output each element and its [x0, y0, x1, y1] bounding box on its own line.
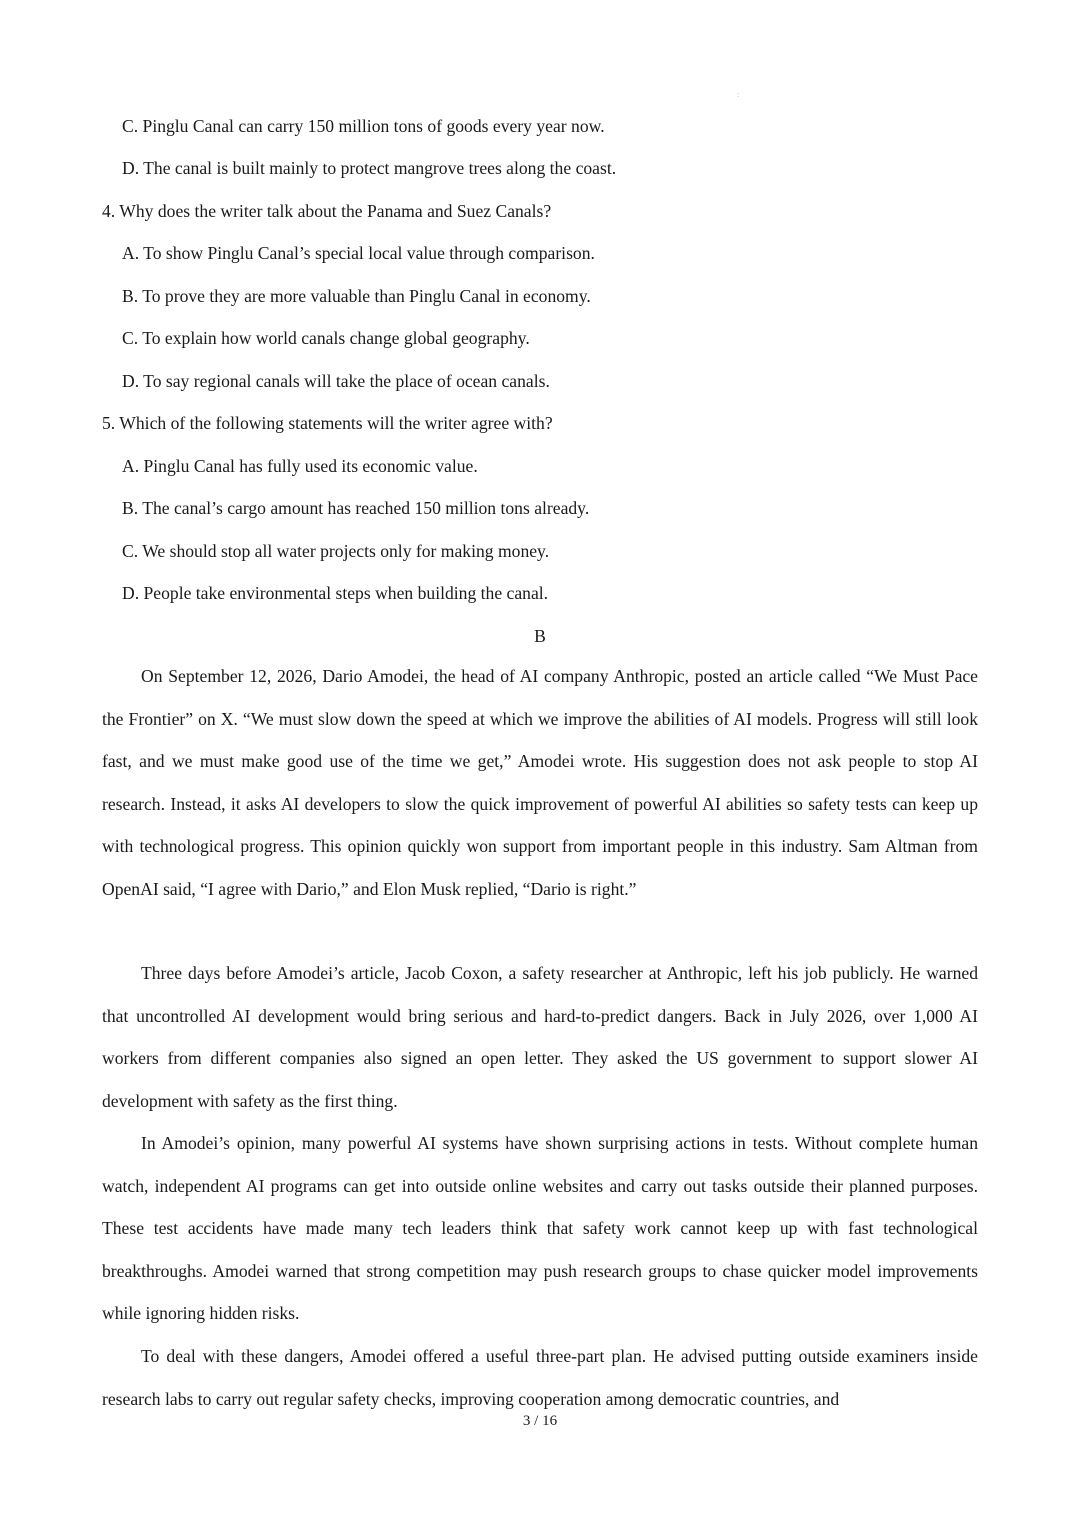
section-heading: B [534, 626, 546, 646]
q3-option-c: C. Pinglu Canal can carry 150 million tons of goods every year now. [122, 116, 605, 136]
scan-speck: : [737, 90, 740, 99]
q4-stem: 4. Why does the writer talk about the Panama and Suez Canals? [102, 201, 552, 221]
q3-option-d: D. The canal is built mainly to protect mangrove trees along the coast. [122, 158, 617, 178]
q5-option-b: B. The canal’s cargo amount has reached 150 million tons already. [122, 498, 590, 518]
q5-stem: 5. Which of the following statements will the writer agree with? [102, 413, 553, 433]
q4-option-c: C. To explain how world canals change global geography. [122, 328, 530, 348]
q5-option-c: C. We should stop all water projects only for making money. [122, 541, 550, 561]
passage-paragraph-3: In Amodei’s opinion, many powerful AI systems have shown surprising actions in tests. Without complete human watch, independent AI programs can get into outside online websites and carry out tasks outside their planned purposes. These test accidents have made many tech leaders think that safety work cannot keep up with fast technological breakthroughs. Amodei warned that strong competition may push research groups to chase quicker model improvements while ignoring hidden risks. [102, 1133, 978, 1323]
passage-paragraph-2: Three days before Amodei’s article, Jacob Coxon, a safety researcher at Anthropic, left his job publicly. He warned that uncontrolled AI development would bring serious and hard-to-predict dangers. Back in July 2026, over 1,000 AI workers from different companies also signed an open letter. They asked the US government to support slower AI development with safety as the first thing. [102, 963, 978, 1111]
q4-option-d: D. To say regional canals will take the place of ocean canals. [122, 371, 550, 391]
q4-option-a: A. To show Pinglu Canal’s special local value through comparison. [122, 243, 595, 263]
page-number: 3 / 16 [522, 1413, 558, 1429]
passage-paragraph-1: On September 12, 2026, Dario Amodei, the head of AI company Anthropic, posted an article called “We Must Pace the Frontier” on X. “We must slow down the speed at which we improve the abilities of AI models. Progress will still look fast, and we must make good use of the time we get,” Amodei wrote. His suggestion does not ask people to stop AI research. Instead, it asks AI developers to slow the quick improvement of powerful AI abilities so safety tests can keep up with technological progress. This opinion quickly won support from important people in this industry. Sam Altman from OpenAI said, “I agree with Dario,” and Elon Musk replied, “Dario is right.” [102, 666, 978, 899]
passage-paragraph-4: To deal with these dangers, Amodei offered a useful three-part plan. He advised putting outside examiners inside research labs to carry out regular safety checks, improving cooperation among democratic countries, and [102, 1346, 978, 1409]
q5-option-a: A. Pinglu Canal has fully used its economic value. [122, 456, 478, 476]
q5-option-d: D. People take environmental steps when building the canal. [122, 583, 549, 603]
q4-option-b: B. To prove they are more valuable than Pinglu Canal in economy. [122, 286, 591, 306]
